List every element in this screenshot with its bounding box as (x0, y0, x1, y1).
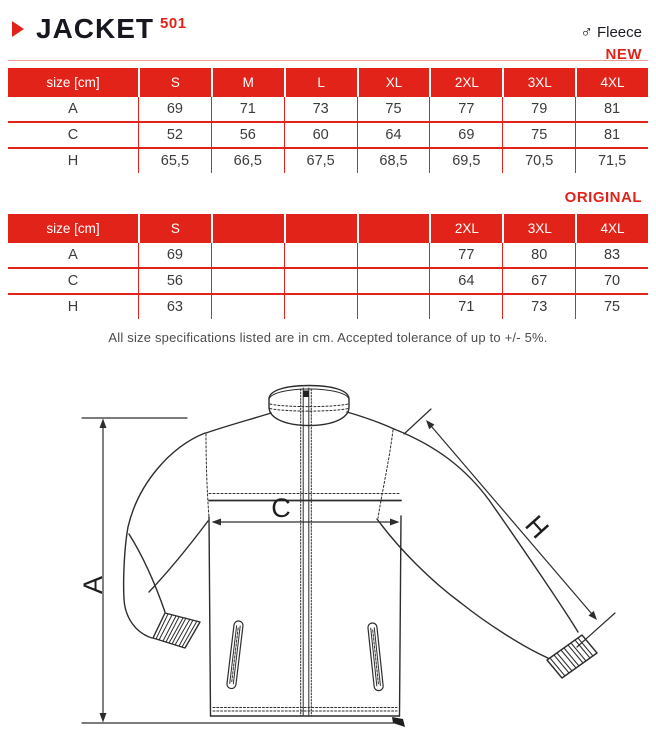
column-header: S (138, 214, 211, 243)
row-label: C (67, 127, 79, 143)
cell: 69 (429, 123, 502, 147)
jacket-left-sleeve (124, 433, 208, 648)
row-label: H (67, 299, 79, 315)
table-header-row (8, 214, 648, 243)
tolerance-note: All size specifications listed are in cm. Accepted tolerance of up to +/- 5%. (108, 330, 548, 345)
cell (211, 243, 284, 267)
cell: 70,5 (502, 149, 575, 173)
table-row (8, 121, 648, 147)
cell (211, 295, 284, 319)
cell: 70 (575, 269, 648, 293)
category-line (580, 22, 642, 42)
cell (357, 243, 430, 267)
column-header: 3XL (502, 214, 575, 243)
cell: 69,5 (429, 149, 502, 173)
cell: 56 (211, 123, 284, 147)
column-header: S (138, 68, 211, 97)
hem-toggle (392, 717, 405, 727)
dimension-arrow-a (82, 418, 394, 723)
cell: 71 (429, 295, 502, 319)
table-row (8, 293, 648, 319)
cell: 71 (211, 97, 284, 121)
row-label: C (67, 273, 79, 289)
cell: 56 (138, 269, 211, 293)
column-header: M (211, 68, 284, 97)
cell: 67 (502, 269, 575, 293)
male-gender-icon: ♂ (580, 22, 593, 41)
cell: 63 (138, 295, 211, 319)
label-body-length: A (78, 575, 108, 595)
cell: 81 (575, 97, 648, 121)
cell: 64 (357, 123, 430, 147)
column-header (211, 214, 284, 243)
product-name: JACKET (36, 13, 155, 44)
column-header (284, 214, 357, 243)
cell: 69 (138, 243, 211, 267)
cell: 81 (575, 123, 648, 147)
right-cuff (547, 635, 597, 678)
size-table-new (8, 68, 648, 173)
product-meta-block (580, 14, 642, 63)
cell: 66,5 (211, 149, 284, 173)
column-header: 2XL (429, 214, 502, 243)
product-model-number: 501 (160, 15, 187, 32)
right-pocket (368, 623, 384, 692)
jacket-shoulders (206, 412, 394, 433)
cell: 77 (429, 97, 502, 121)
cell: 79 (502, 97, 575, 121)
column-header: size [cm] (46, 75, 100, 90)
cell: 75 (357, 97, 430, 121)
cell: 67,5 (284, 149, 357, 173)
label-sleeve-length: H (519, 509, 555, 545)
column-header: 4XL (575, 214, 648, 243)
column-header: L (284, 68, 357, 97)
original-section-label: ORIGINAL (564, 189, 642, 206)
table-row (8, 243, 648, 267)
cell: 69 (138, 97, 211, 121)
size-table-original (8, 214, 648, 319)
category-label: Fleece (596, 24, 642, 41)
cell (284, 243, 357, 267)
jacket-zipper (301, 388, 312, 716)
cell: 73 (502, 295, 575, 319)
cell (211, 269, 284, 293)
cell: 60 (284, 123, 357, 147)
cell: 77 (429, 243, 502, 267)
label-chest-width: C (271, 493, 291, 523)
cell: 65,5 (138, 149, 211, 173)
cell (284, 295, 357, 319)
table-row (8, 267, 648, 293)
column-header: 3XL (502, 68, 575, 97)
table-row (8, 147, 648, 173)
column-header (357, 214, 430, 243)
row-label: H (67, 153, 79, 169)
dimension-arrow-c (212, 519, 400, 526)
left-pocket (226, 620, 243, 689)
column-header: 2XL (429, 68, 502, 97)
column-header: size [cm] (46, 221, 100, 236)
cell: 73 (284, 97, 357, 121)
product-title-block (10, 14, 187, 63)
cell: 83 (575, 243, 648, 267)
bullet-arrow-icon (12, 21, 24, 37)
cell (284, 269, 357, 293)
cell: 75 (502, 123, 575, 147)
cell (357, 269, 430, 293)
cell: 68,5 (357, 149, 430, 173)
cell: 75 (575, 295, 648, 319)
jacket-technical-diagram (0, 358, 656, 750)
cell (357, 295, 430, 319)
header-divider (8, 60, 648, 61)
cell: 80 (502, 243, 575, 267)
cell: 52 (138, 123, 211, 147)
page-header (10, 14, 642, 63)
column-header: 4XL (575, 68, 648, 97)
dimension-arrow-h (404, 409, 615, 647)
column-header: XL (357, 68, 430, 97)
table-header-row (8, 68, 648, 97)
jacket-right-sleeve (377, 429, 597, 678)
table-row (8, 97, 648, 121)
cell: 71,5 (575, 149, 648, 173)
cell: 64 (429, 269, 502, 293)
row-label: A (68, 101, 78, 117)
row-label: A (68, 247, 78, 263)
new-section-label: NEW (605, 46, 642, 63)
zipper-slider (303, 391, 309, 398)
